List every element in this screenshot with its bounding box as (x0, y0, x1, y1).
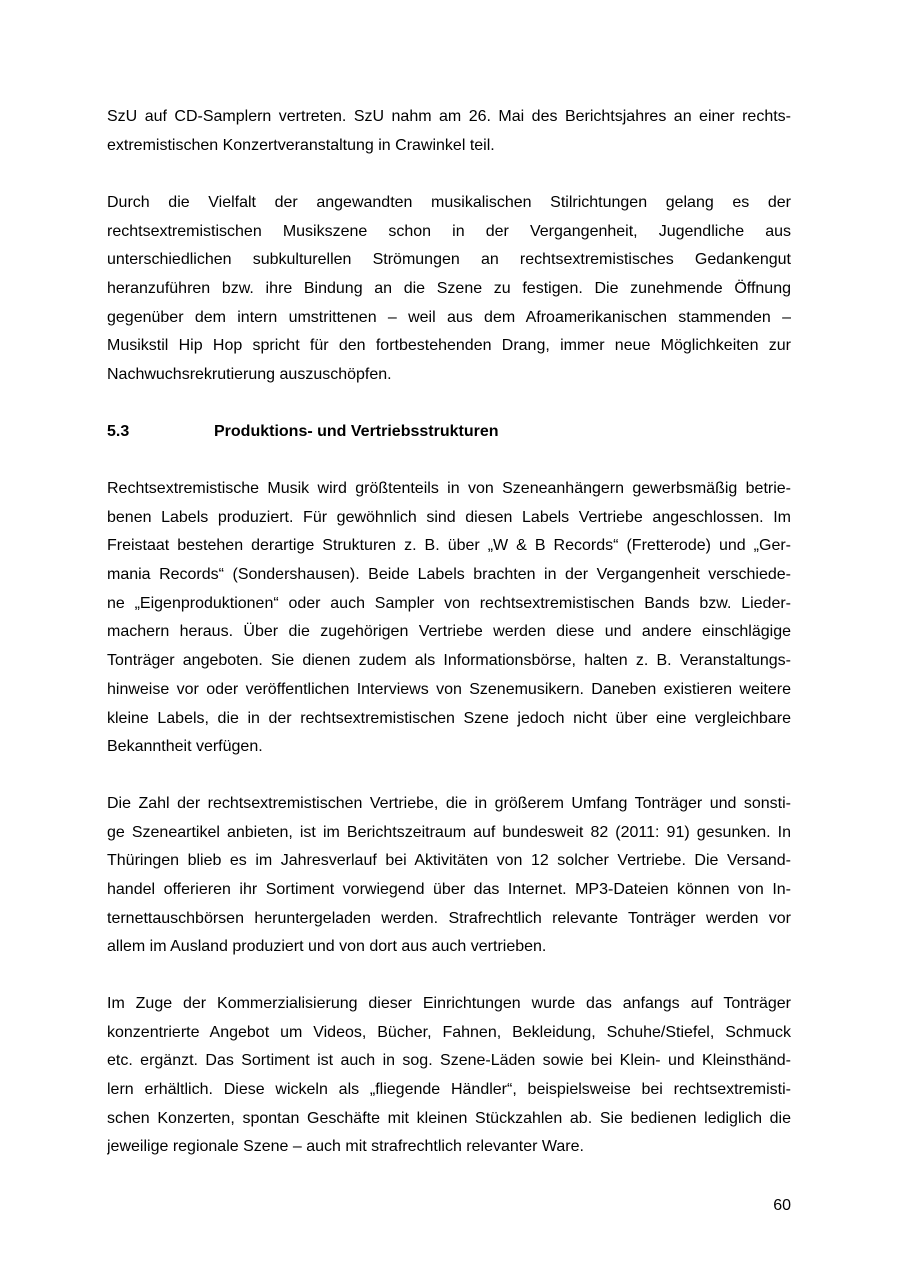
text-line: Bekanntheit verfügen. (107, 738, 263, 756)
text-line: etc. ergänzt. Das Sortiment ist auch in sog. Szene-Läden sowie bei Klein- und Kleinsthänd- (107, 1052, 791, 1070)
section-number: 5.3 (107, 423, 130, 440)
section-title: Produktions- und Vertriebsstrukturen (214, 423, 499, 440)
text-line: jeweilige regionale Szene – auch mit strafrechtlich relevanter Ware. (107, 1138, 584, 1156)
text-line: konzentrierte Angebot um Videos, Bücher, Fahnen, Bekleidung, Schuhe/Stiefel, Schmuck (107, 1023, 791, 1041)
paragraph-2 (107, 189, 791, 390)
page-number: 60 (773, 1197, 791, 1214)
text-line: Durch die Vielfalt der angewandten musikalischen Stilrichtungen gelang es der (107, 194, 791, 211)
text-line: benen Labels produziert. Für gewöhnlich sind diesen Labels Vertriebe angeschlossen. Im (107, 508, 791, 526)
paragraph-1 (107, 103, 791, 160)
text-line: machern heraus. Über die zugehörigen Vertriebe werden diese und andere einschlägige (107, 623, 791, 641)
text-line: handel offerieren ihr Sortiment vorwiegend über das Internet. MP3-Dateien können von In- (107, 881, 791, 899)
text-line: Nachwuchsrekrutierung auszuschöpfen. (107, 366, 392, 384)
text-line: hinweise vor oder veröffentlichen Interviews von Szenemusikern. Daneben existieren weitere (107, 680, 791, 698)
text-line: Tonträger angeboten. Sie dienen zudem als Informationsbörse, halten z. B. Veranstaltungs- (107, 652, 791, 670)
text-line: gegenüber dem intern umstrittenen – weil aus dem Afroamerikanischen stammenden – (107, 308, 791, 326)
text-line: kleine Labels, die in der rechtsextremistischen Szene jedoch nicht über eine vergleichbare (107, 709, 791, 727)
text-line: Die Zahl der rechtsextremistischen Vertriebe, die in größerem Umfang Tonträger und sonsti- (107, 795, 791, 812)
text-line: Im Zuge der Kommerzialisierung dieser Einrichtungen wurde das anfangs auf Tonträger (107, 995, 791, 1012)
text-line: Freistaat bestehen derartige Strukturen z. B. über „W & B Records“ (Fretterode) und „Ger- (107, 537, 791, 555)
text-line: lern erhältlich. Diese wickeln als „fliegende Händler“, beispielsweise bei rechtsextremisti- (107, 1081, 791, 1099)
paragraph-5 (107, 990, 791, 1162)
text-line: ternettauschbörsen heruntergeladen werden. Strafrechtlich relevante Tonträger werden vor (107, 909, 791, 927)
text-line: allem im Ausland produziert und von dort aus auch vertrieben. (107, 938, 547, 956)
text-line: mania Records“ (Sondershausen). Beide Labels brachten in der Vergangenheit verschiede- (107, 566, 791, 584)
text-line: Thüringen blieb es im Jahresverlauf bei Aktivitäten von 12 solcher Vertriebe. Die Versand- (107, 852, 791, 870)
text-line: ge Szeneartikel anbieten, ist im Berichtszeitraum auf bundesweit 82 (2011: 91) gesunken. In (107, 823, 791, 841)
text-line: SzU auf CD-Samplern vertreten. SzU nahm am 26. Mai des Berichtsjahres an einer rechts- (107, 108, 791, 125)
text-line: ne „Eigenproduktionen“ oder auch Sampler von rechtsextremistischen Bands bzw. Lieder- (107, 594, 791, 612)
text-line: heranzuführen bzw. ihre Bindung an die Szene zu festigen. Die zunehmende Öffnung (107, 280, 791, 298)
text-line: schen Konzerten, spontan Geschäfte mit kleinen Stückzahlen ab. Sie bedienen lediglich die (107, 1109, 791, 1127)
text-line: unterschiedlichen subkulturellen Strömungen an rechtsextremistisches Gedankengut (107, 251, 791, 269)
text-line: extremistischen Konzertveranstaltung in Crawinkel teil. (107, 136, 495, 154)
text-line: rechtsextremistischen Musikszene schon in der Vergangenheit, Jugendliche aus (107, 222, 791, 240)
paragraph-3 (107, 475, 791, 762)
section-heading (107, 418, 791, 446)
text-line: Musikstil Hip Hop spricht für den fortbestehenden Drang, immer neue Möglichkeiten zur (107, 337, 791, 355)
paragraph-4 (107, 790, 791, 962)
text-line: Rechtsextremistische Musik wird größtenteils in von Szeneanhängern gewerbsmäßig betrie- (107, 480, 791, 497)
